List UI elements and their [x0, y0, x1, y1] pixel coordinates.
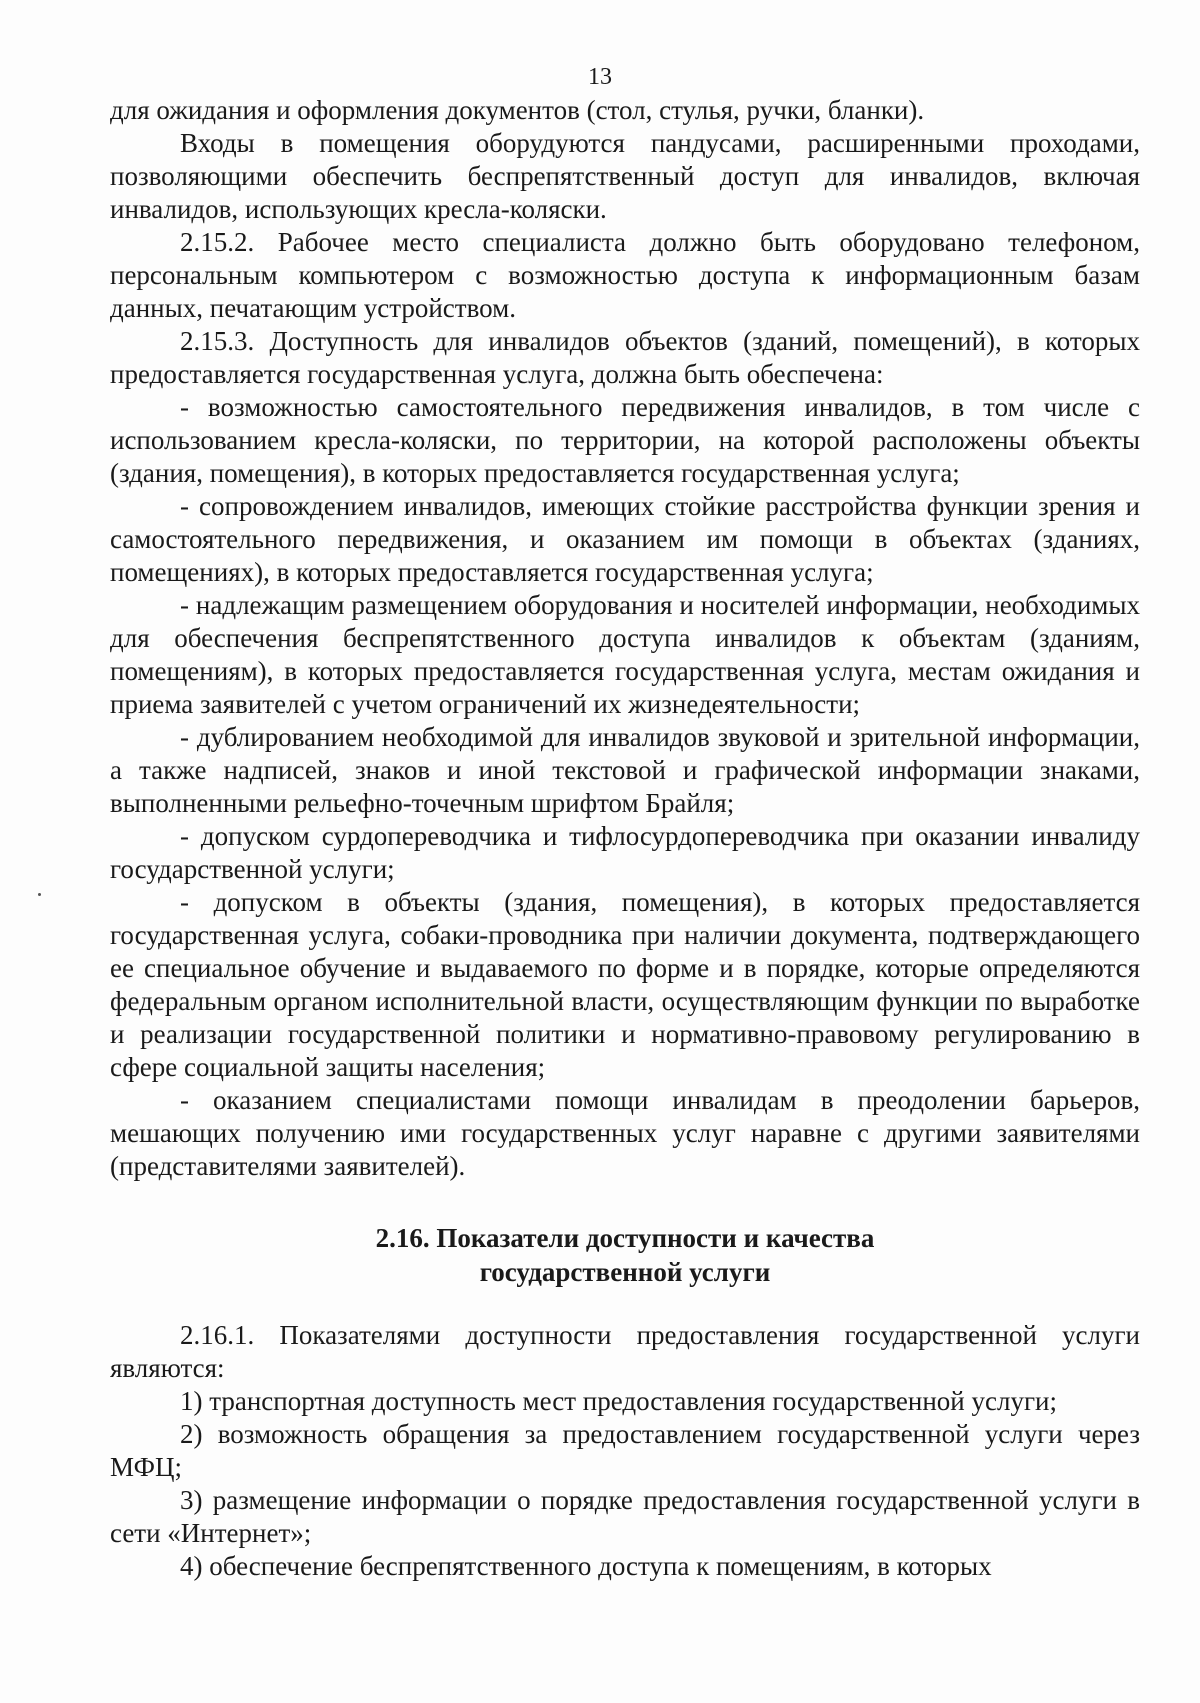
paragraph: 2.15.2. Рабочее место специалиста должно быть оборудовано телефоном, персональным компьютером с возможностью доступа к информационным базам данных, печатающим устройством.	[110, 227, 1140, 323]
document-body	[110, 94, 1140, 1583]
list-item: - надлежащим размещением оборудования и носителей информации, необходимых для обеспечения беспрепятственного доступа инвалидов к объектам (зданиям, помещениям), в которых предоставляется государственная услуга, местам ожидания и приема заявителей с учетом ограничений их жизнедеятельности;	[110, 590, 1140, 719]
section-heading	[110, 1221, 1140, 1289]
list-item: - допуском в объекты (здания, помещения), в которых предоставляется государственная услуга, собаки-проводника при наличии документа, подтверждающего ее специальное обучение и выдаваемого по форме и в порядке, которые определяются федеральным органом исполнительной власти, осуществляющим функции по выработке и реализации государственной политики и нормативно-правовому регулированию в сфере социальной защиты населения;	[110, 887, 1140, 1082]
list-item: 1) транспортная доступность мест предоставления государственной услуги;	[180, 1386, 1057, 1416]
paragraph: для ожидания и оформления документов (стол, стулья, ручки, бланки).	[110, 95, 925, 125]
scan-speck	[38, 893, 41, 896]
list-item: - допуском сурдопереводчика и тифлосурдопереводчика при оказании инвалиду государственной услуги;	[110, 821, 1140, 884]
paragraph: Входы в помещения оборудуются пандусами, расширенными проходами, позволяющими обеспечить беспрепятственный доступ для инвалидов, включая инвалидов, использующих кресла-коляски.	[110, 128, 1140, 224]
list-item: 4) обеспечение беспрепятственного доступа к помещениям, в которых	[180, 1551, 992, 1581]
list-item: - оказанием специалистами помощи инвалидам в преодолении барьеров, мешающих получению ими государственных услуг наравне с другими заявителями (представителями заявителей).	[110, 1085, 1140, 1181]
list-item: - возможностью самостоятельного передвижения инвалидов, в том числе с использованием кресла-коляски, по территории, на которой расположены объекты (здания, помещения), в которых предоставляется государственная услуга;	[110, 392, 1140, 488]
section-heading-line2: государственной услуги	[479, 1257, 771, 1287]
list-item: 3) размещение информации о порядке предоставления государственной услуги в сети «Интернет»;	[110, 1485, 1140, 1548]
page-number: 13	[588, 64, 612, 90]
list-item: - дублированием необходимой для инвалидов звуковой и зрительной информации, а также надписей, знаков и иной текстовой и графической информации знаками, выполненными рельефно-точечным шрифтом Брайля;	[110, 722, 1140, 818]
list-item: 2) возможность обращения за предоставлением государственной услуги через МФЦ;	[110, 1419, 1140, 1482]
paragraph: 2.15.3. Доступность для инвалидов объектов (зданий, помещений), в которых предоставляется государственная услуга, должна быть обеспечена:	[110, 326, 1140, 389]
list-item: - сопровождением инвалидов, имеющих стойкие расстройства функции зрения и самостоятельного передвижения, и оказанием им помощи в объектах (зданиях, помещениях), в которых предоставляется государственная услуга;	[110, 491, 1140, 587]
paragraph: 2.16.1. Показателями доступности предоставления государственной услуги являются:	[110, 1320, 1140, 1383]
section-heading-line1: 2.16. Показатели доступности и качества	[375, 1223, 875, 1253]
